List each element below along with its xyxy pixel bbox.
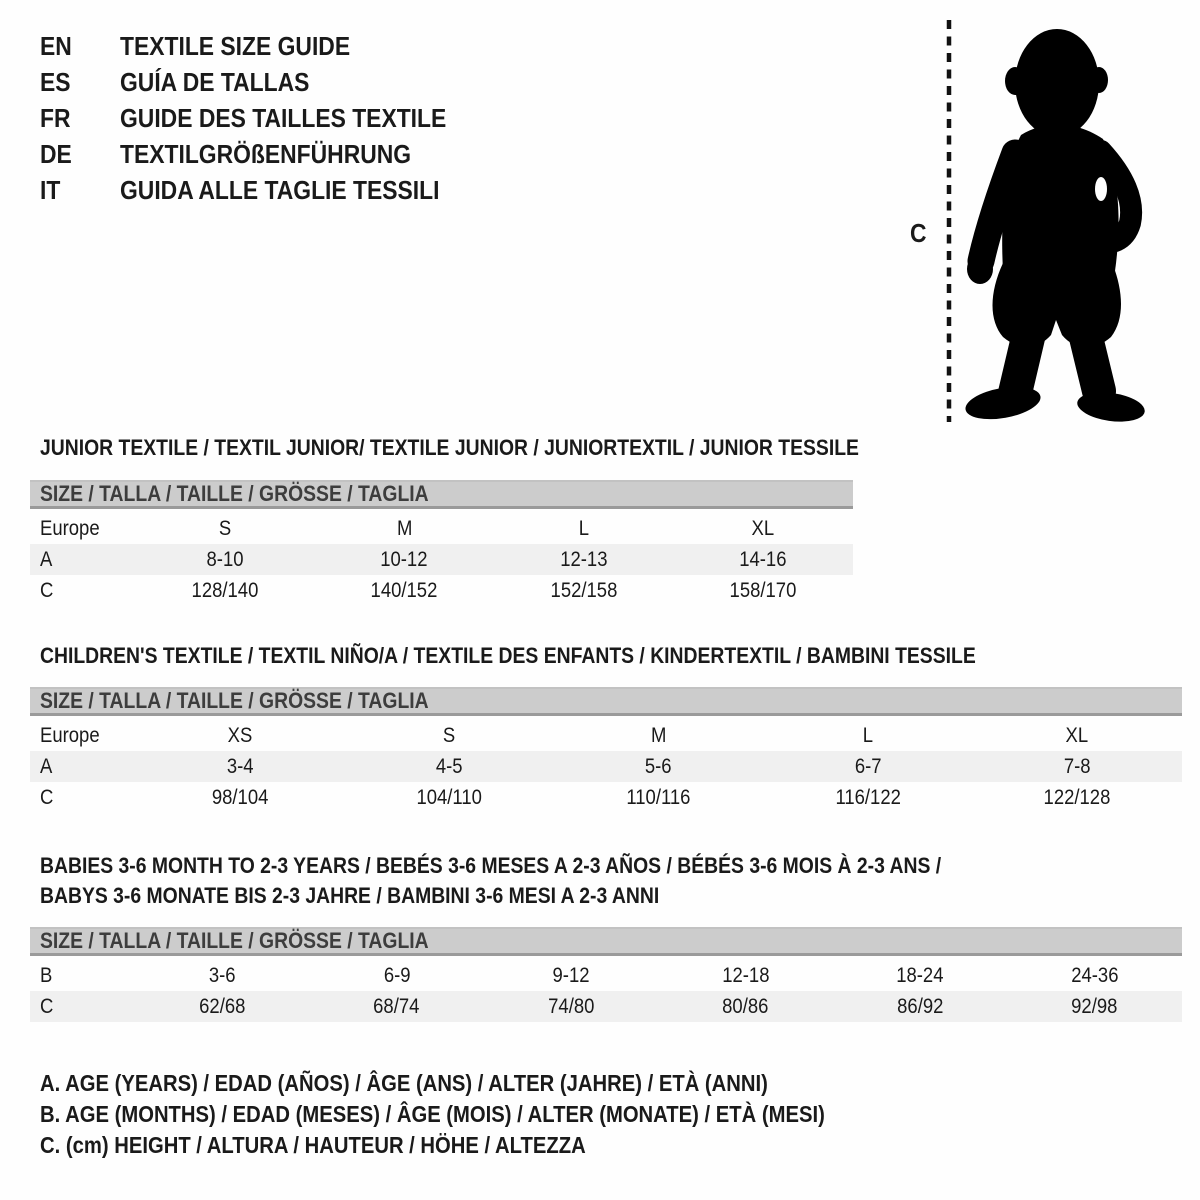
size-value-cell: 80/86 (722, 994, 769, 1018)
size-row-c (30, 782, 1182, 813)
size-value-cell: 5-6 (645, 754, 672, 778)
size-value-cell: M (396, 516, 412, 540)
size-value-cell: 18-24 (896, 963, 944, 987)
row-label: C (40, 578, 54, 602)
size-value-cell: 6-7 (854, 754, 882, 778)
legend-footnotes (40, 1068, 932, 1161)
babies-title-line: BABYS 3-6 MONATE BIS 2-3 JAHRE / BAMBINI 3-6 MESI A 2-3 ANNI (40, 883, 660, 908)
size-value-cell: 104/110 (416, 785, 482, 809)
size-value-cell: 128/140 (191, 578, 259, 602)
size-value-cell: 116/122 (835, 785, 901, 809)
size-value-cell: S (218, 516, 231, 540)
size-row-a (30, 544, 853, 575)
size-value-cell: XS (227, 723, 253, 747)
size-row-a (30, 751, 1182, 782)
language-code: EN (40, 30, 72, 61)
row-label: B (40, 963, 53, 987)
size-value-cell: 6-9 (383, 963, 411, 987)
size-table-rows (30, 960, 1182, 1022)
toddler-silhouette-icon (963, 25, 1147, 425)
size-header-bar (30, 687, 1182, 716)
language-title: GUIDA ALLE TAGLIE TESSILI (120, 174, 440, 205)
legend-footnote (40, 1068, 932, 1099)
size-value-cell: 86/92 (897, 994, 944, 1018)
baby-height-figure (900, 14, 1190, 434)
size-value-cell: M (650, 723, 667, 747)
size-value-cell: 152/158 (550, 578, 618, 602)
language-code: IT (40, 174, 61, 205)
language-row (40, 28, 491, 64)
size-header-label: SIZE / TALLA / TAILLE / GRÖSSE / TAGLIA (40, 481, 429, 506)
language-code: ES (40, 66, 71, 97)
size-value-cell: 110/116 (626, 785, 691, 809)
row-label: C (40, 785, 54, 809)
size-row-c (30, 991, 1182, 1022)
size-value-cell: 7-8 (1063, 754, 1091, 778)
size-value-cell: 122/128 (1043, 785, 1111, 809)
size-value-cell: 24-36 (1071, 963, 1119, 987)
row-label: A (40, 547, 53, 571)
size-value-cell: 8-10 (206, 547, 244, 571)
language-title: TEXTILE SIZE GUIDE (120, 30, 351, 61)
size-table-rows (30, 513, 853, 606)
size-value-cell: 3-4 (226, 754, 254, 778)
row-label: Europe (40, 723, 100, 747)
size-row-europe (30, 720, 1182, 751)
size-row-c (30, 575, 853, 606)
size-value-cell: 68/74 (373, 994, 420, 1018)
height-dashed-line (945, 18, 953, 424)
size-row-b (30, 960, 1182, 991)
babies-textile-section (30, 851, 1182, 1022)
height-dimension-label: C (910, 218, 927, 248)
size-value-cell: 92/98 (1071, 994, 1118, 1018)
size-value-cell: XL (1066, 723, 1089, 747)
size-row-europe (30, 513, 853, 544)
language-title-list (40, 28, 491, 208)
junior-textile-section (30, 435, 859, 606)
babies-size-table (30, 927, 1182, 1022)
size-table-rows (30, 720, 1182, 813)
size-header-bar (30, 927, 1182, 956)
size-header-label: SIZE / TALLA / TAILLE / GRÖSSE / TAGLIA (40, 688, 429, 713)
size-value-cell: L (578, 516, 589, 540)
size-value-cell: 12-13 (560, 547, 608, 571)
legend-footnote-text: A. AGE (YEARS) / EDAD (AÑOS) / ÂGE (ANS) / ALTER (JAHRE) / ETÀ (ANNI) (40, 1070, 768, 1096)
legend-footnote-text: B. AGE (MONTHS) / EDAD (MESES) / ÂGE (MOIS) / ALTER (MONATE) / ETÀ (MESI) (40, 1101, 825, 1127)
children-textile-section (30, 644, 1182, 813)
language-code: DE (40, 138, 72, 169)
size-value-cell: S (442, 723, 456, 747)
language-code: FR (40, 102, 71, 133)
language-row (40, 172, 491, 208)
size-value-cell: 62/68 (199, 994, 246, 1018)
row-label: C (40, 994, 54, 1018)
size-value-cell: 9-12 (552, 963, 590, 987)
size-value-cell: 74/80 (548, 994, 595, 1018)
size-value-cell: L (862, 723, 874, 747)
row-label: A (40, 754, 53, 778)
babies-title-line: BABIES 3-6 MONTH TO 2-3 YEARS / BEBÉS 3-6 MESES A 2-3 AÑOS / BÉBÉS 3-6 MOIS À 2-3 ANS / (40, 853, 942, 878)
language-row (40, 64, 491, 100)
junior-section-title: JUNIOR TEXTILE / TEXTIL JUNIOR/ TEXTILE JUNIOR / JUNIORTEXTIL / JUNIOR TESSILE (40, 435, 859, 460)
language-title: GUIDE DES TAILLES TEXTILE (120, 102, 447, 133)
legend-footnote (40, 1099, 932, 1130)
size-value-cell: 3-6 (208, 963, 236, 987)
children-section-title: CHILDREN'S TEXTILE / TEXTIL NIÑO/A / TEXTILE DES ENFANTS / KINDERTEXTIL / BAMBINI TESSILE (40, 643, 976, 668)
size-header-bar (30, 480, 853, 509)
size-value-cell: 140/152 (370, 578, 438, 602)
size-value-cell: 14-16 (739, 547, 787, 571)
language-title: TEXTILGRÖßENFÜHRUNG (120, 138, 412, 169)
size-value-cell: 4-5 (435, 754, 463, 778)
size-value-cell: 158/170 (729, 578, 797, 602)
children-size-table (30, 687, 1182, 813)
size-value-cell: 10-12 (380, 547, 428, 571)
size-value-cell: 98/104 (211, 785, 268, 809)
language-row (40, 100, 491, 136)
size-value-cell: 12-18 (722, 963, 770, 987)
legend-footnote-text: C. (cm) HEIGHT / ALTURA / HAUTEUR / HÖHE / ALTEZZA (40, 1132, 586, 1158)
language-title: GUÍA DE TALLAS (120, 66, 310, 97)
legend-footnote (40, 1130, 932, 1161)
junior-size-table (30, 480, 853, 606)
row-label: Europe (40, 516, 100, 540)
babies-section-title (30, 851, 1182, 911)
language-row (40, 136, 491, 172)
size-header-label: SIZE / TALLA / TAILLE / GRÖSSE / TAGLIA (40, 928, 429, 953)
size-value-cell: XL (751, 516, 775, 540)
